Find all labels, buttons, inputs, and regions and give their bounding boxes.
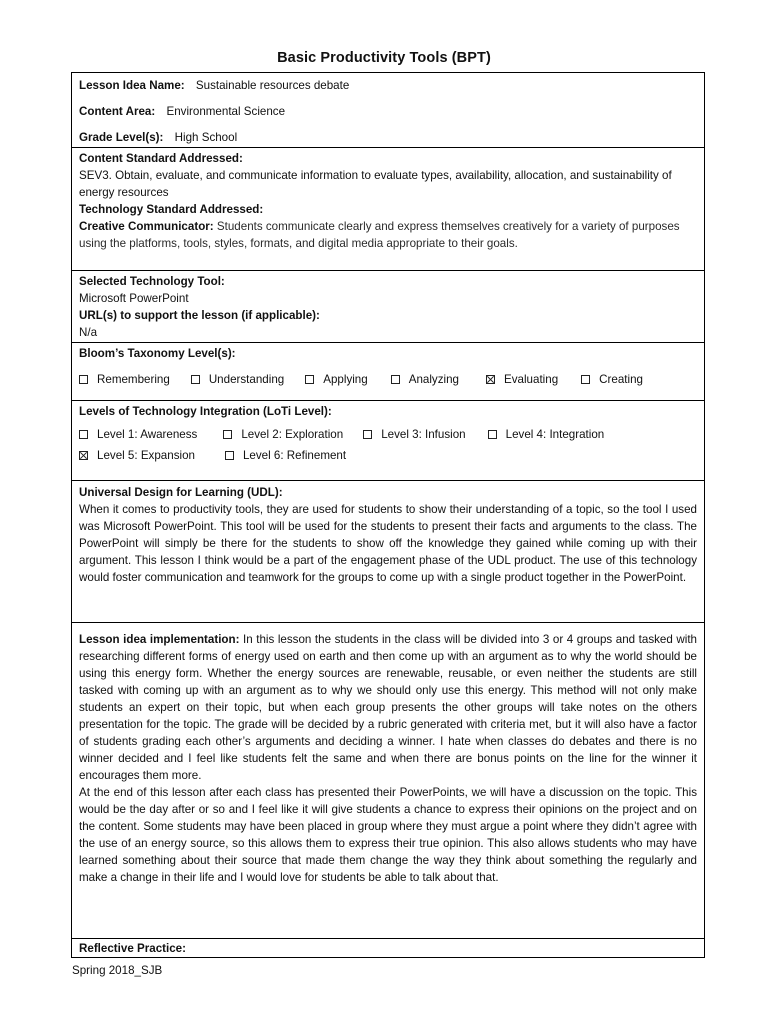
blooms-section	[72, 342, 704, 400]
checkbox-empty-icon[interactable]	[191, 375, 200, 384]
checkbox-empty-icon[interactable]	[488, 430, 497, 439]
loti-options-row1	[79, 421, 697, 447]
checkbox-label: Level 2: Exploration	[241, 427, 344, 441]
checkbox-label: Level 5: Expansion	[97, 449, 195, 462]
implementation-text-2: At the end of this lesson after each class has presented their PowerPoints, we will have a discussion on the topic. This would be the day after or so and I feel like it will give students a chance to express their opinions on the project and on the content. Some students may have been placed in group where they must argue a point where they didn’t agree with the use of an energy source, so this allows them to express their true opinion. This also allows students who may have learned something about their source that made them change the way they think about something the regularly and make a change in their life and I would love for students be able to talk about that.	[79, 786, 697, 884]
implementation-label: Lesson idea implementation:	[79, 633, 240, 646]
tool-label: Selected Technology Tool:	[79, 275, 225, 288]
checkbox-label: Level 3: Infusion	[381, 427, 466, 441]
checkbox-label: Applying	[323, 373, 368, 386]
implementation-text-1: In this lesson the students in the class will be divided into 3 or 4 groups and tasked with researching different forms of energy used on earth and then come up with an argument as to why the world should be using this energy form. Whether the energy sources are renewable, reusable, or even neither the students are still tasked with coming up with an argument as to why we should only use this energy. This method will not only make students an expert on their topic, but when each group presents the other groups will take notes on the others presentation for the topic. The grade will be decided by a rubric generated with criteria met, but it will also have a factor of students grading each other’s arguments and deciding a winner. I hate when classes do debates and there is no winner decided and I feel like students felt the same and when there are bonus points on the line for the winner it encourages them more.	[79, 633, 698, 782]
implementation-para-1	[79, 631, 697, 784]
checkbox-label: Understanding	[208, 373, 285, 386]
loti-section	[72, 400, 704, 480]
blooms-option-evaluating[interactable]	[486, 371, 558, 388]
checkbox-empty-icon[interactable]	[363, 430, 372, 439]
checkbox-empty-icon[interactable]	[225, 451, 234, 460]
reflective-label: Reflective Practice:	[79, 942, 186, 955]
checkbox-label: Creating	[599, 373, 643, 386]
loti-label: Levels of Technology Integration (LoTi Level):	[79, 405, 332, 418]
checkbox-checked-icon[interactable]	[79, 451, 88, 460]
document-title: Basic Productivity Tools (BPT)	[277, 50, 491, 66]
tech-standard-name: Creative Communicator:	[79, 220, 214, 233]
blooms-option-understanding[interactable]	[191, 371, 284, 388]
loti-options-row2	[79, 447, 697, 464]
udl-section	[72, 480, 704, 622]
grade-label: Grade Level(s):	[79, 131, 164, 144]
content-area-value: Environmental Science	[166, 105, 286, 118]
loti-option-level2[interactable]	[223, 426, 343, 443]
checkbox-label: Remembering	[97, 373, 170, 386]
checkbox-label: Level 4: Integration	[505, 427, 605, 441]
checkbox-empty-icon[interactable]	[223, 430, 232, 439]
checkbox-label: Analyzing	[408, 373, 459, 386]
checkbox-empty-icon[interactable]	[305, 375, 314, 384]
loti-option-level4[interactable]	[488, 426, 605, 443]
lesson-idea-row	[79, 77, 697, 103]
checkbox-checked-icon[interactable]	[486, 375, 495, 384]
loti-option-level1[interactable]	[79, 426, 197, 443]
reflective-section	[72, 938, 704, 957]
content-standard-label: Content Standard Addressed:	[79, 152, 243, 165]
tech-standard-label: Technology Standard Addressed:	[79, 203, 264, 216]
udl-label: Universal Design for Learning (UDL):	[79, 486, 283, 499]
checkbox-empty-icon[interactable]	[79, 430, 88, 439]
tech-standard-text-wrap	[79, 218, 697, 252]
udl-text: When it comes to productivity tools, they are used for students to show their understanding of a topic, so the tool I used was Microsoft PowerPoint. This tool will be used for the students to present their facts and arguments to the class. The PowerPoint will simply be there for the students to show off the knowledge they gained while coming up with their argument. This lesson I think would be a part of the engagement phase of the UDL product. The use of this technology would foster communication and teamwork for the groups to come up with a single product together in the PowerPoint.	[79, 503, 697, 584]
lesson-form	[71, 72, 705, 958]
checkbox-label: Evaluating	[504, 373, 559, 386]
checkbox-label: Level 6: Refinement	[242, 449, 347, 462]
loti-option-level5[interactable]	[79, 447, 195, 464]
grade-row	[79, 129, 697, 146]
checkbox-empty-icon[interactable]	[391, 375, 400, 384]
checkbox-label: Level 1: Awareness	[97, 427, 198, 441]
checkbox-empty-icon[interactable]	[79, 375, 88, 384]
tool-value: Microsoft PowerPoint	[79, 292, 189, 305]
tech-standard-text: Students communicate clearly and express themselves creatively for a variety of purposes using the platforms, tools, styles, formats, and digital media appropriate to their goals.	[79, 220, 680, 250]
document-footer: Spring 2018_SJB	[72, 964, 163, 977]
technology-section	[72, 270, 704, 342]
standards-section	[72, 147, 704, 270]
implementation-section	[72, 622, 704, 938]
blooms-options	[79, 371, 697, 388]
loti-option-level6[interactable]	[225, 447, 346, 464]
loti-option-level3[interactable]	[363, 426, 465, 443]
url-label: URL(s) to support the lesson (if applicable):	[79, 309, 320, 322]
blooms-option-remembering[interactable]	[79, 371, 170, 388]
blooms-option-analyzing[interactable]	[391, 371, 459, 388]
grade-value: High School	[174, 131, 238, 144]
content-area-row	[79, 103, 697, 129]
content-area-label: Content Area:	[79, 105, 156, 118]
lesson-idea-label: Lesson Idea Name:	[79, 79, 185, 92]
blooms-option-creating[interactable]	[581, 371, 643, 388]
checkbox-empty-icon[interactable]	[581, 375, 590, 384]
lesson-info-section	[72, 73, 704, 147]
lesson-idea-value: Sustainable resources debate	[195, 79, 350, 92]
url-value: N/a	[79, 326, 98, 339]
blooms-label: Bloom’s Taxonomy Level(s):	[79, 347, 236, 360]
content-standard-text: SEV3. Obtain, evaluate, and communicate information to evaluate types, availability, allocation, and sustainability of energy resources	[79, 169, 672, 199]
blooms-option-applying[interactable]	[305, 371, 367, 388]
